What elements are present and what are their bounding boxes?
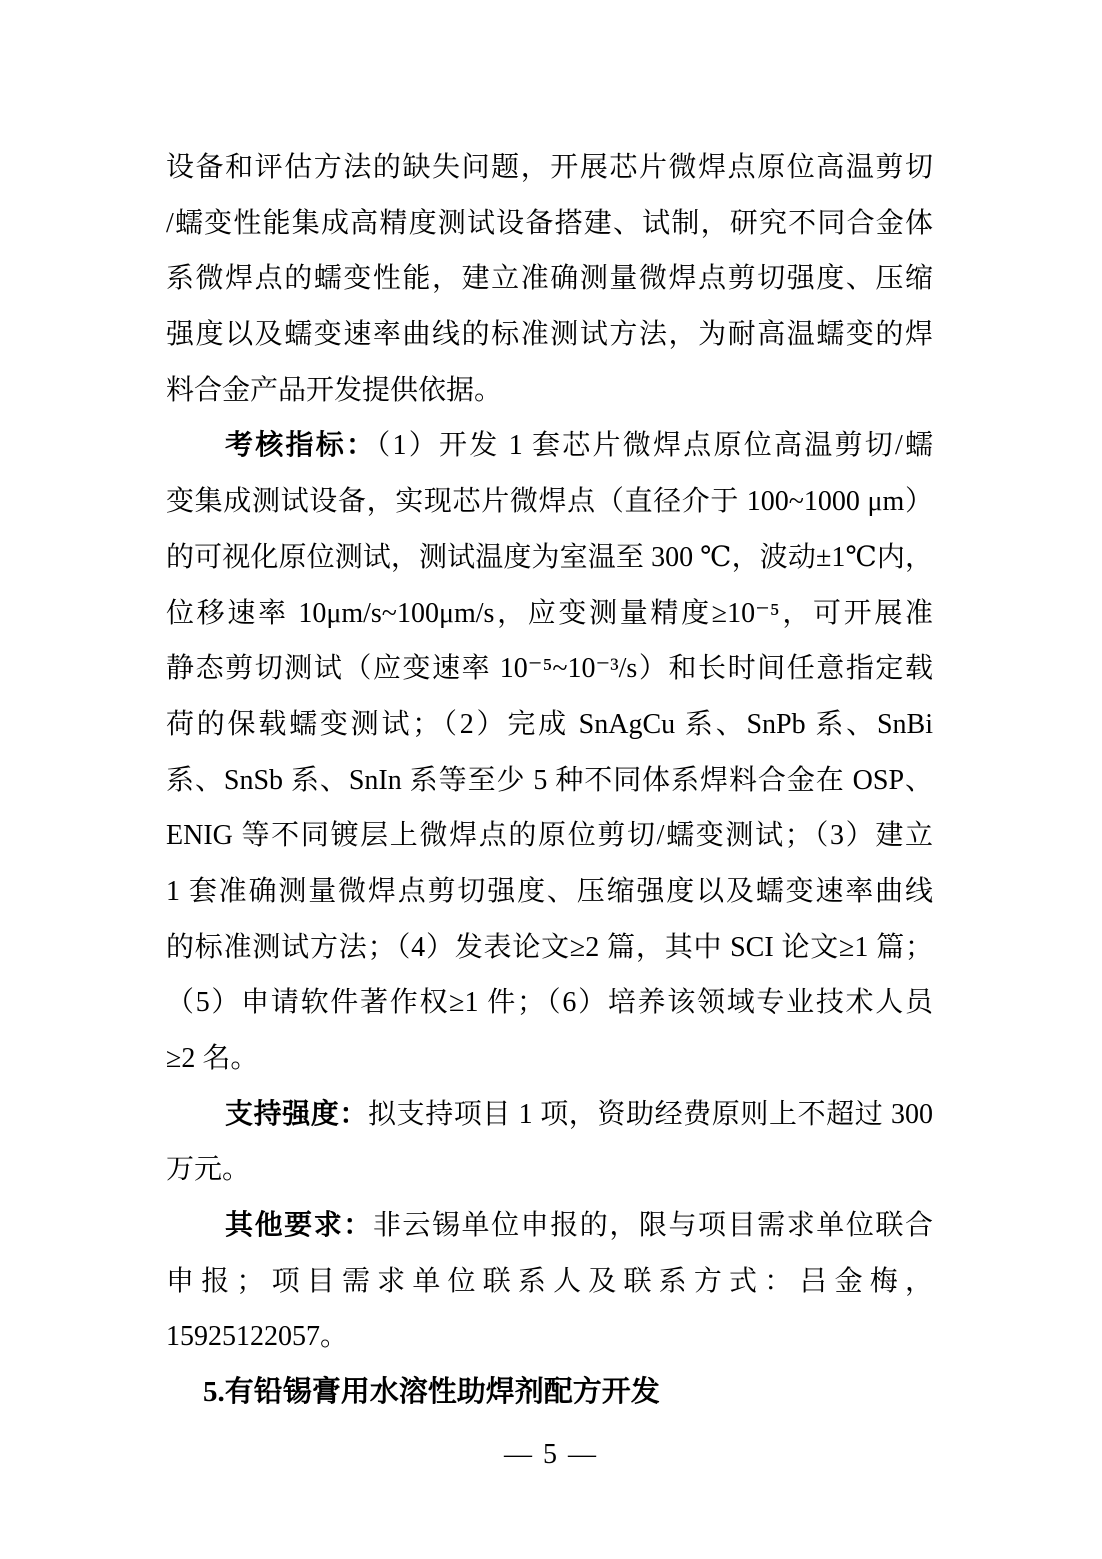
text-line xyxy=(166,307,933,363)
bold-label: 支持强度： xyxy=(225,1098,368,1130)
line-text: 的标准测试方法；（4）发表论文≥2 篇，其中 SCI 论文≥1 篇； xyxy=(166,931,933,963)
line-text: 的可视化原位测试，测试温度为室温至 300 ℃，波动±1℃内， xyxy=(166,541,933,573)
line-text: 荷的保载蠕变测试；（2）完成 SnAgCu 系、SnPb 系、SnBi xyxy=(166,708,933,740)
text-line xyxy=(166,1254,933,1310)
text-line xyxy=(166,363,933,419)
text-line xyxy=(166,1309,933,1365)
text-line xyxy=(166,920,933,976)
page-number: — 5 — xyxy=(504,1439,598,1470)
line-text: 1 套准确测量微焊点剪切强度、压缩强度以及蠕变速率曲线 xyxy=(166,875,933,907)
text-line xyxy=(166,808,933,864)
line-text: 变集成测试设备，实现芯片微焊点（直径介于 100~1000 μm） xyxy=(166,486,933,518)
text-line xyxy=(166,697,933,753)
text-line xyxy=(166,196,933,252)
line-text: /蠕变性能集成高精度测试设备搭建、试制，研究不同合金体 xyxy=(166,207,933,239)
text-line xyxy=(166,1087,933,1143)
bold-label: 其他要求： xyxy=(225,1210,373,1242)
line-text: 系、SnSb 系、SnIn 系等至少 5 种不同体系焊料合金在 OSP、 xyxy=(166,764,933,796)
heading-text: 5.有铅锡膏用水溶性助焊剂配方开发 xyxy=(203,1376,660,1409)
text-line xyxy=(166,530,933,586)
line-text: 申报；项目需求单位联系人及联系方式：吕金梅， xyxy=(166,1265,933,1297)
text-line xyxy=(166,1198,933,1254)
text-line xyxy=(166,251,933,307)
line-text: 系微焊点的蠕变性能，建立准确测量微焊点剪切强度、压缩 xyxy=(166,263,933,295)
line-text: （5）申请软件著作权≥1 件；（6）培养该领域专业技术人员 xyxy=(166,987,933,1019)
text-line xyxy=(166,418,933,474)
text-line xyxy=(166,753,933,809)
line-text: 15925122057。 xyxy=(166,1321,349,1353)
line-text: 设备和评估方法的缺失问题，开展芯片微焊点原位高温剪切 xyxy=(166,152,933,183)
text-line xyxy=(166,140,933,196)
line-text: 料合金产品开发提供依据。 xyxy=(166,374,503,406)
line-text: 万元。 xyxy=(166,1154,251,1186)
bold-label: 考核指标： xyxy=(225,430,377,462)
line-text: ≥2 名。 xyxy=(166,1043,259,1074)
section-heading xyxy=(166,1365,933,1421)
text-line xyxy=(166,1031,933,1087)
text-line xyxy=(166,641,933,697)
text-line xyxy=(166,586,933,642)
line-text: 静态剪切测试（应变速率 10⁻⁵~10⁻³/s）和长时间任意指定载 xyxy=(166,653,933,685)
text-line xyxy=(166,975,933,1031)
text-line xyxy=(166,1142,933,1198)
document-body xyxy=(166,140,933,1421)
line-text: （1）开发 1 套芯片微焊点原位高温剪切/蠕 xyxy=(376,430,933,462)
line-text: 拟支持项目 1 项，资助经费原则上不超过 300 xyxy=(368,1098,933,1130)
line-text: 位移速率 10μm/s~100μm/s，应变测量精度≥10⁻⁵，可开展准 xyxy=(166,597,933,629)
text-line xyxy=(166,474,933,530)
line-text: 非云锡单位申报的，限与项目需求单位联合 xyxy=(372,1210,933,1242)
line-text: ENIG 等不同镀层上微焊点的原位剪切/蠕变测试；（3）建立 xyxy=(166,820,933,852)
text-line xyxy=(166,864,933,920)
line-text: 强度以及蠕变速率曲线的标准测试方法，为耐高温蠕变的焊 xyxy=(166,319,933,351)
